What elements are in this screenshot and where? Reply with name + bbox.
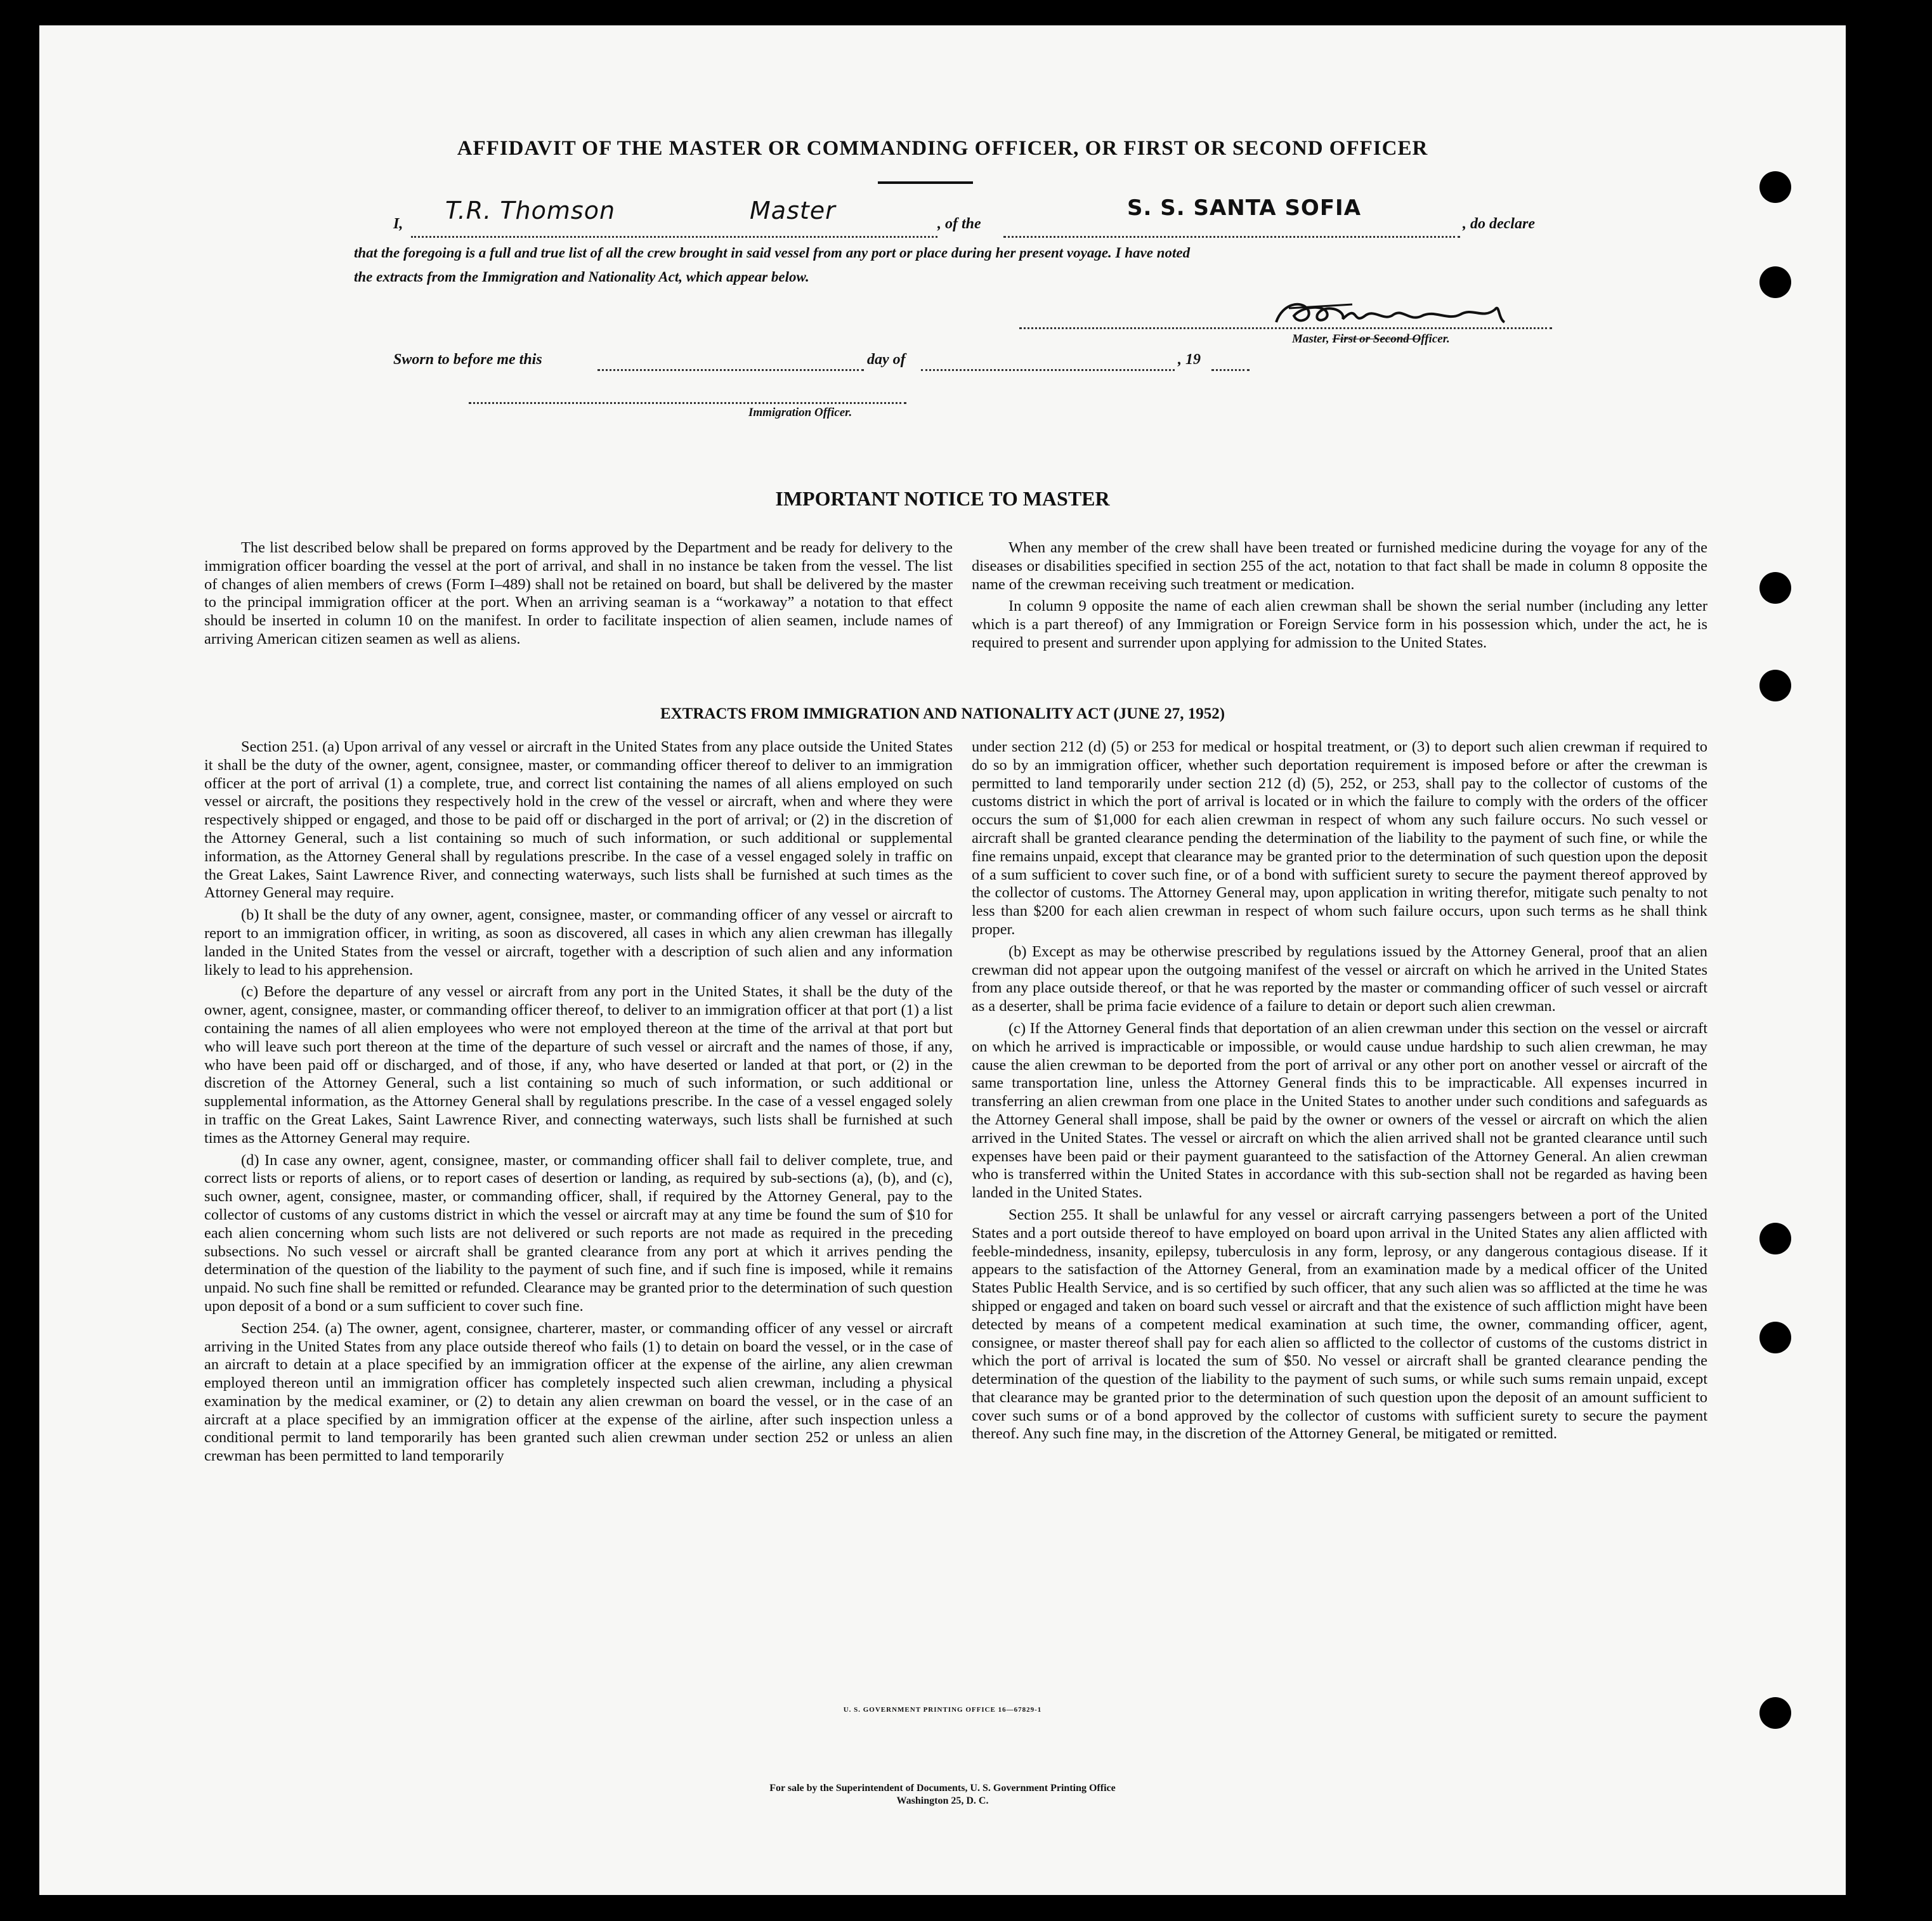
- sworn-month-line: [921, 363, 1175, 371]
- section-paragraph: (b) It shall be the duty of any owner, agent, consignee, master, or commanding officer of any vessel or aircraft to report to an immigration officer, in writing, as soon as discovered, all cases in which any alien crewman has illegally landed in the United States from the vessel or aircraft, together with a description of such alien and any information likely to lead to his apprehension.: [204, 906, 953, 979]
- vessel-stamp: S. S. SANTA SOFIA: [1127, 195, 1362, 221]
- caption-struck: First or Second O: [1332, 332, 1421, 346]
- sale-notice: [39, 1782, 1846, 1807]
- signature-caption: [1292, 332, 1450, 346]
- section-paragraph: (d) In case any owner, agent, consignee, master, or commanding officer shall fail to deliver complete, true, and correct lists or reports of aliens, or to report cases of desertion or landing, as required by sub-sections (a), (b), and (c), such owner, agent, consignee, master, or commanding officer, shall, if required by the Attorney General, pay to the collector of customs of any customs district in which the vessel or aircraft may at any time be found the sum of $10 for each alien concerning whom such lists are not delivered or such reports are not made as required in the preceding subsections. No such vessel or aircraft shall be granted clearance from any port at which it arrives pending the determination of the question of the liability to the payment of such fine, and if such fine is imposed, while it remains unpaid. No such fine shall be remitted or refunded. Clearance may be granted prior to the determination of such question upon deposit of a bond or a sum sufficient to cover such fine.: [204, 1151, 953, 1315]
- do-declare-label: , do declare: [1463, 216, 1535, 232]
- punch-hole: [1759, 1322, 1791, 1353]
- punch-hole: [1759, 1223, 1791, 1254]
- rank-handwritten: Master: [750, 197, 836, 225]
- notice-paragraph: The list described below shall be prepared on forms approved by the Department and be ready for delivery to the immigration officer boarding the vessel at the port of arrival, and shall in no instance be taken from the vessel. The list of changes of alien members of crews (Form I–489) shall not be retained on board, but shall be delivered by the master to the principal immigration officer at the port. When an arriving seaman is a “workaway” a notation to that effect should be inserted in column 10 on the manifest. In order to facilitate inspection of alien seamen, include names of arriving American citizen seamen as well as aliens.: [204, 539, 953, 648]
- notice-right-column: [972, 539, 1707, 656]
- declaration-line-2: the extracts from the Immigration and Nationality Act, which appear below.: [354, 269, 809, 285]
- extracts-left-column: [204, 738, 953, 1469]
- declaration-line-1: that the foregoing is a full and true list of all the crew brought in said vessel from any port or place during her present voyage. I have noted: [354, 245, 1191, 261]
- notice-paragraph: In column 9 opposite the name of each alien crewman shall be shown the serial number (including any letter which is a part thereof) of any Immigration or Foreign Service form in his possession which, under the act, he is required to present and surrender upon applying for admission to the United States.: [972, 597, 1707, 651]
- section-paragraph: (c) Before the departure of any vessel or aircraft from any port in the United States, it shall be the duty of the owner, agent, consignee, master, or commanding officer thereof, to deliver to an immigration officer at that port (1) a list containing the names of all alien employees who were not employed thereon at the time of the arrival at that port but who will leave such port thereon at the time of the departure of such vessel or aircraft and the names of those, if any, who have been paid off or discharged, and of those, if any, who have deserted or landed at that port, or (2) in the discretion of the Attorney General, such a list containing so much of such information, or such additional or supplemental information, as the Attorney General shall by regulations prescribe. In the case of a vessel engaged solely in traffic on the Great Lakes, Saint Lawrence River, and connecting waterways, such lists shall be furnished at such times as the Attorney General may require.: [204, 983, 953, 1147]
- vessel-line: [1003, 227, 1460, 238]
- i-label: I,: [393, 216, 403, 232]
- year-line: [1211, 363, 1250, 371]
- form-sheet: [39, 25, 1846, 1895]
- name-handwritten: T.R. Thomson: [445, 197, 616, 225]
- notice-left-column: [204, 539, 953, 653]
- extracts-title: EXTRACTS FROM IMMIGRATION AND NATIONALITY ACT (JUNE 27, 1952): [660, 705, 1225, 722]
- caption-officer: fficer.: [1421, 332, 1450, 346]
- extracts-right-column: [972, 738, 1707, 1447]
- immigration-officer-label: Immigration Officer.: [748, 406, 852, 419]
- of-the-label: , of the: [937, 216, 981, 232]
- punch-hole: [1759, 171, 1791, 203]
- day-of-label: day of: [867, 351, 906, 368]
- section-paragraph: Section 251. (a) Upon arrival of any vessel or aircraft in the United States from any place outside the United States it shall be the duty of the owner, agent, consignee, master, or commanding officer thereof to deliver to an immigration officer at the port of arrival (1) a complete, true, and correct list containing the names of all aliens employed on such vessel or aircraft, the positions they respectively hold in the crew of the vessel or aircraft, when and where they were respectively shipped or engaged, and those to be paid off or discharged in the port of arrival; or (2) in the discretion of the Attorney General, such a list containing so much of such information, or such additional or supplemental information, as the Attorney General shall by regulations prescribe. In the case of a vessel engaged solely in traffic on the Great Lakes, Saint Lawrence River, and connecting waterways, such lists shall be furnished at such times as the Attorney General may require.: [204, 738, 953, 902]
- notice-title: IMPORTANT NOTICE TO MASTER: [775, 487, 1110, 510]
- section-paragraph: under section 212 (d) (5) or 253 for medical or hospital treatment, or (3) to deport such alien crewman if required to do so by an immigration officer, whether such deportation requirement is imposed before or after the crewman is permitted to land temporarily under section 212 (d) (5), 252, or 253, shall pay to the collector of customs of the customs district in which the port of arrival is located or in which the failure to comply with the orders of the officer occurs the sum of $1,000 for each alien crewman in respect of whom any such failure occurs. No such vessel or aircraft shall be granted clearance pending the determination of the liability to the payment of such fine, or while the fine remains unpaid, except that clearance may be granted prior to the determination of such question upon the deposit of a sum sufficient to cover such fine, or of a bond with sufficient surety to secure the payment thereof approved by the collector of customs. The Attorney General may, upon application in writing therefor, mitigate such penalty to not less than $200 for each alien crewman in respect of whom such failure occurs, upon such terms as he shall think proper.: [972, 738, 1707, 938]
- sworn-day-line: [597, 363, 864, 371]
- section-paragraph: Section 255. It shall be unlawful for any vessel or aircraft carrying passengers between a port of the United States and a port outside thereof to have employed on board upon arrival in the United States any alien afflicted with feeble-mindedness, insanity, epilepsy, tuberculosis in any form, leprosy, or any dangerous contagious disease. If it appears to the satisfaction of the Attorney General, from an examination made by a medical officer of the United States Public Health Service, and is so certified by such officer, that any such alien was so afflicted at the time he was shipped or engaged and taken on board such vessel or aircraft and that the existence of such affliction might have been detected by means of a competent medical examination at such time, the owner, commanding officer, agent, consignee, or master thereof shall pay for each alien so afflicted to the collector of customs of the customs district in which the port of arrival is located the sum of $50. No vessel or aircraft shall be granted clearance pending the determination of the question of the liability to the payment of such sums, or while such sums remain unpaid, except that clearance may be granted prior to the determination of such question upon the deposit of an amount sufficient to cover such sums or of a bond approved by the collector of customs with sufficient surety to secure the payment thereof. Any such fine may, in the discretion of the Attorney General, be mitigated or remitted.: [972, 1206, 1707, 1443]
- caption-master: Master,: [1292, 332, 1333, 346]
- name-rank-line: [411, 227, 937, 238]
- section-paragraph: Section 254. (a) The owner, agent, consignee, charterer, master, or commanding officer of any vessel or aircraft arriving in the United States from any place outside thereof who fails (1) to detain on board the vessel, or in the case of an aircraft to detain at a place specified by an immigration officer at the expense of the airline, any alien crewman employed thereon until an immigration officer has completely inspected such alien crewman, including a physical examination by the medical examiner, or (2) to detain any alien crewman on board the vessel, or in the case of an aircraft at a place specified by an immigration officer at the expense of the airline, after such inspection unless a conditional permit to land temporarily has been granted such alien crewman under section 252 or unless an alien crewman has been permitted to land temporarily: [204, 1319, 953, 1465]
- affidavit-title: AFFIDAVIT OF THE MASTER OR COMMANDING OFFICER, OR FIRST OR SECOND OFFICER: [457, 137, 1428, 160]
- notice-paragraph: When any member of the crew shall have been treated or furnished medicine during the voyage for any of the diseases or disabilities specified in section 255 of the act, notation to that fact shall be made in column 8 opposite the name of the crewman receiving such treatment or medication.: [972, 539, 1707, 593]
- punch-hole: [1759, 670, 1791, 701]
- signature-line: [1019, 323, 1552, 329]
- sale-line-1: For sale by the Superintendent of Documents, U. S. Government Printing Office: [769, 1783, 1116, 1794]
- sworn-label: Sworn to before me this: [393, 351, 542, 368]
- gpo-imprint: U. S. GOVERNMENT PRINTING OFFICE 16—67829-1: [843, 1706, 1042, 1714]
- punch-hole: [1759, 572, 1791, 604]
- year-label: , 19: [1178, 351, 1201, 368]
- sale-line-2: Washington 25, D. C.: [896, 1795, 989, 1806]
- punch-hole: [1759, 1697, 1791, 1729]
- title-divider: [878, 181, 973, 184]
- immigration-officer-line: [469, 398, 906, 404]
- punch-hole: [1759, 266, 1791, 298]
- section-paragraph: (c) If the Attorney General finds that deportation of an alien crewman under this section on the vessel or aircraft on which he arrived is impracticable or impossible, or would cause undue hardship to such alien crewman, he may cause the alien crewman to be deported from the port of arrival or any other port on another vessel or aircraft of the same transportation line, unless the Attorney General finds this to be impracticable. All expenses incurred in transferring an alien crewman from one place in the United States to another under such conditions and safeguards as the Attorney General shall impose, shall be paid by the owner or owners of the vessel or aircraft on which the alien arrived in the United States. The vessel or aircraft on which the alien arrived shall not be granted clearance until such expenses have been paid or their payment guaranteed to the satisfaction of the Attorney General. An alien crewman who is transferred within the United States in accordance with this sub-section shall not be regarded as having been landed in the United States.: [972, 1019, 1707, 1202]
- section-paragraph: (b) Except as may be otherwise prescribed by regulations issued by the Attorney General, proof that an alien crewman did not appear upon the outgoing manifest of the vessel or aircraft on which he arrived in the United States from any place outside thereof, or that he was reported by the master or commanding officer of such vessel or aircraft as a deserter, shall be prima facie evidence of a failure to detain or deport such alien crewman.: [972, 942, 1707, 1015]
